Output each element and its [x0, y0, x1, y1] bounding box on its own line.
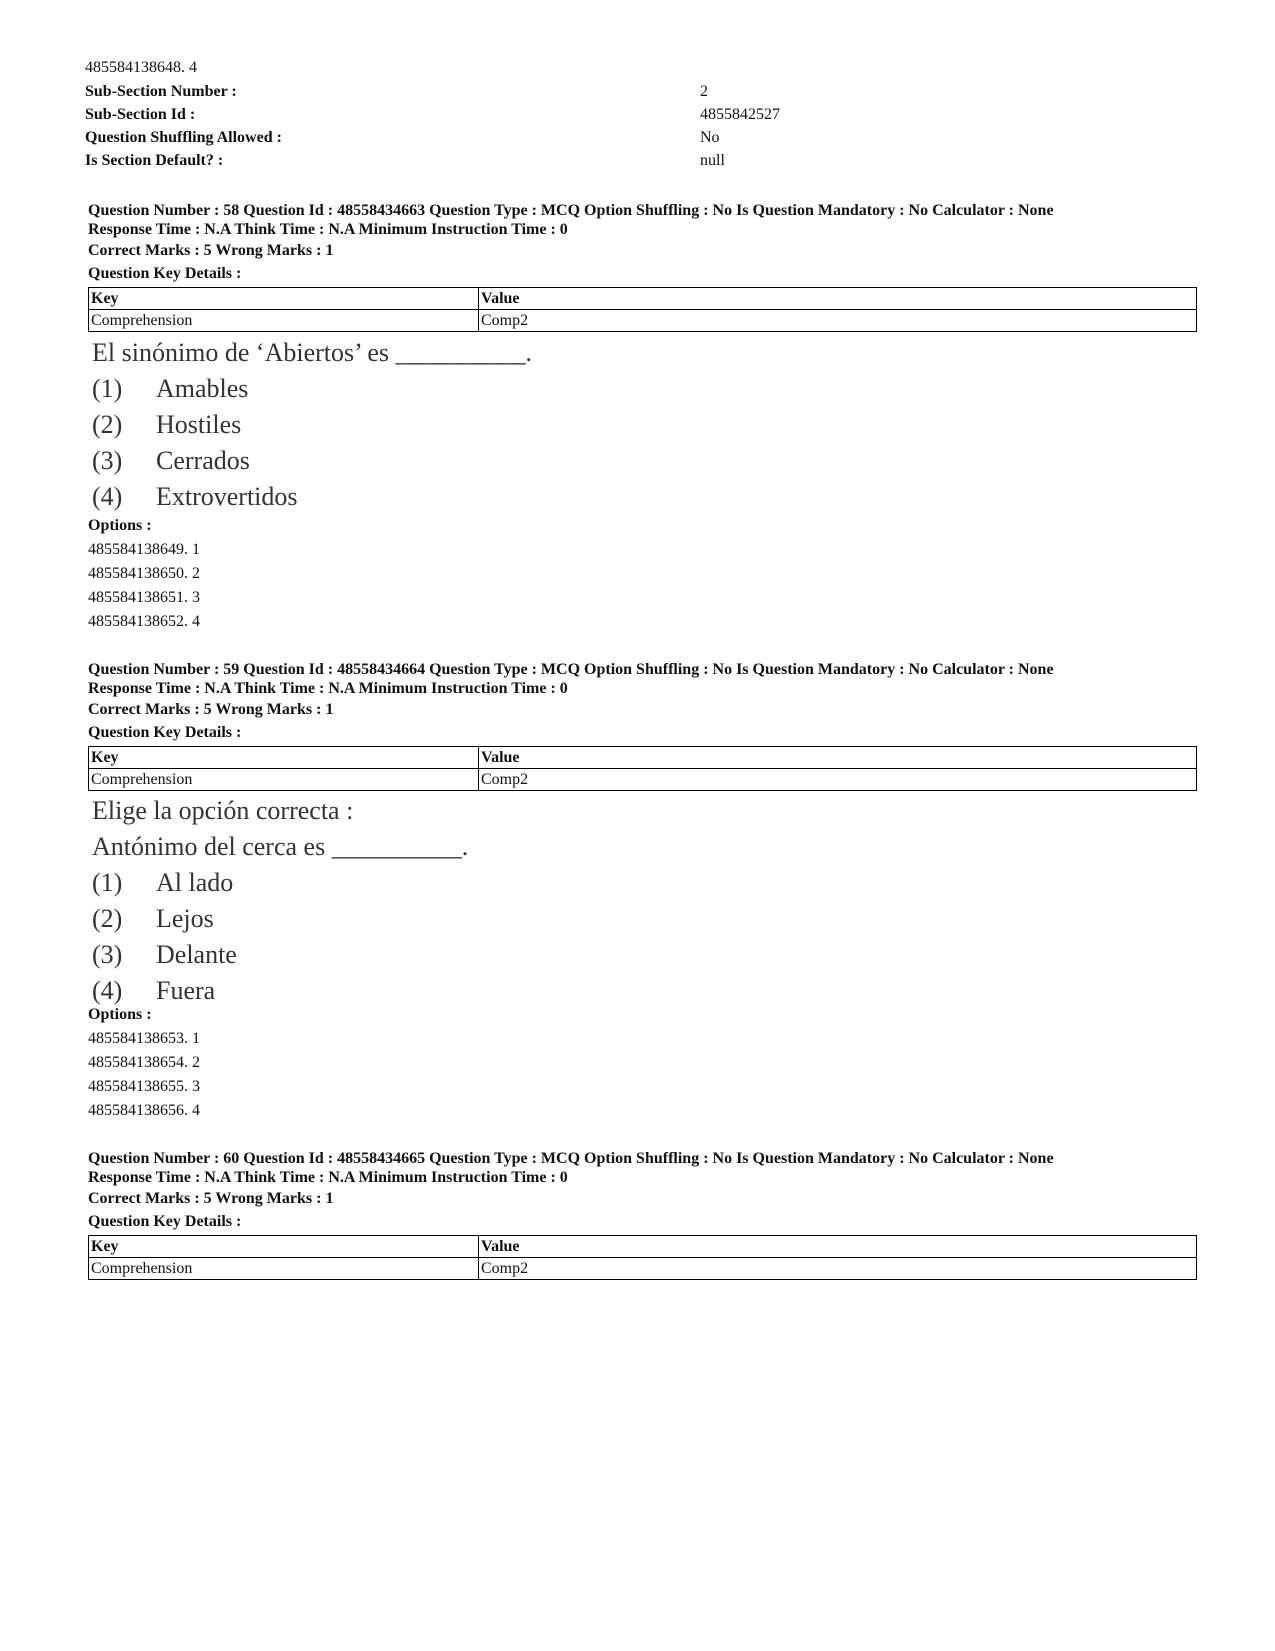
choice-text: Cerrados [156, 446, 250, 475]
key-details-table [88, 287, 1197, 332]
question-image [92, 335, 532, 515]
table-cell-key: Comprehension [89, 1258, 479, 1280]
key-details-label: Question Key Details : [88, 265, 242, 282]
section-row-label: Sub-Section Number : [85, 83, 237, 100]
table-header-row [89, 1236, 1197, 1258]
section-row-value: 2 [700, 83, 708, 100]
section-row-label: Question Shuffling Allowed : [85, 129, 282, 146]
options-label: Options : [88, 517, 152, 534]
question-meta-line: Question Number : 59 Question Id : 48558434664 Question Type : MCQ Option Shuffling : No Is Question Mandatory : No Calculator : None [88, 661, 1054, 678]
choice-text: Amables [156, 374, 249, 403]
section-row-label: Is Section Default? : [85, 152, 224, 169]
key-details-table [88, 1235, 1197, 1280]
question-marks: Correct Marks : 5 Wrong Marks : 1 [88, 1190, 334, 1207]
choice-item [92, 865, 468, 901]
table-row [89, 310, 1197, 332]
choice-item [92, 901, 468, 937]
choice-number: (2) [92, 904, 123, 933]
choice-text: Hostiles [156, 410, 242, 439]
choice-number: (3) [92, 940, 123, 969]
table-row [89, 769, 1197, 791]
section-row-label: Sub-Section Id : [85, 106, 196, 123]
question-meta-line: Question Number : 58 Question Id : 48558434663 Question Type : MCQ Option Shuffling : No Is Question Mandatory : No Calculator : None [88, 202, 1054, 219]
question-timing-line: Response Time : N.A Think Time : N.A Minimum Instruction Time : 0 [88, 221, 568, 238]
choice-number: (1) [92, 374, 123, 403]
option-item: 485584138651. 3 [88, 589, 200, 606]
option-item: 485584138655. 3 [88, 1078, 200, 1095]
choice-number: (3) [92, 446, 123, 475]
section-row-value: No [700, 129, 720, 146]
choice-item [92, 479, 532, 515]
option-item: 485584138653. 1 [88, 1030, 200, 1047]
question-header [88, 1149, 1228, 1187]
question-stem: Antónimo del cerca es __________. [92, 832, 469, 861]
table-header-row [89, 747, 1197, 769]
choice-text: Al lado [156, 868, 234, 897]
table-header-key: Key [89, 288, 479, 310]
section-row [85, 126, 1185, 150]
question-timing-line: Response Time : N.A Think Time : N.A Minimum Instruction Time : 0 [88, 680, 568, 697]
section-row [85, 149, 1185, 173]
choice-item [92, 407, 532, 443]
option-item: 485584138650. 2 [88, 565, 200, 582]
previous-option-line: 485584138648. 4 [85, 59, 197, 76]
options-list [88, 1003, 200, 1123]
table-header-key: Key [89, 747, 479, 769]
option-item: 485584138652. 4 [88, 613, 200, 630]
options-list [88, 514, 200, 634]
choice-text: Lejos [156, 904, 214, 933]
option-item: 485584138649. 1 [88, 541, 200, 558]
option-item: 485584138654. 2 [88, 1054, 200, 1071]
key-details-label: Question Key Details : [88, 1213, 242, 1230]
question-marks: Correct Marks : 5 Wrong Marks : 1 [88, 701, 334, 718]
table-cell-key: Comprehension [89, 769, 479, 791]
table-cell-value: Comp2 [479, 1258, 1197, 1280]
question-header [88, 660, 1228, 698]
table-header-key: Key [89, 1236, 479, 1258]
choice-item [92, 937, 468, 973]
section-row [85, 103, 1185, 127]
table-cell-value: Comp2 [479, 310, 1197, 332]
choice-number: (1) [92, 868, 123, 897]
option-item: 485584138656. 4 [88, 1102, 200, 1119]
question-marks: Correct Marks : 5 Wrong Marks : 1 [88, 242, 334, 259]
choice-text: Fuera [156, 976, 216, 1005]
question-header [88, 201, 1228, 239]
question-timing-line: Response Time : N.A Think Time : N.A Minimum Instruction Time : 0 [88, 1169, 568, 1186]
choice-text: Extrovertidos [156, 482, 298, 511]
table-cell-value: Comp2 [479, 769, 1197, 791]
table-header-row [89, 288, 1197, 310]
choice-number: (4) [92, 482, 123, 511]
table-row [89, 1258, 1197, 1280]
section-row-value: 4855842527 [700, 106, 780, 123]
question-meta-line: Question Number : 60 Question Id : 48558434665 Question Type : MCQ Option Shuffling : No Is Question Mandatory : No Calculator : None [88, 1150, 1054, 1167]
table-header-value: Value [479, 1236, 1197, 1258]
table-header-value: Value [479, 288, 1197, 310]
question-instruction: Elige la opción correcta : [92, 796, 354, 825]
choice-text: Delante [156, 940, 237, 969]
table-header-value: Value [479, 747, 1197, 769]
section-row-value: null [700, 152, 725, 169]
options-label: Options : [88, 1006, 152, 1023]
key-details-table [88, 746, 1197, 791]
choice-number: (4) [92, 976, 123, 1005]
key-details-label: Question Key Details : [88, 724, 242, 741]
section-row [85, 80, 1185, 104]
question-image [92, 793, 468, 1009]
choice-item [92, 443, 532, 479]
choice-number: (2) [92, 410, 123, 439]
choice-item [92, 371, 532, 407]
question-stem: El sinónimo de ‘Abiertos’ es __________. [92, 338, 533, 367]
table-cell-key: Comprehension [89, 310, 479, 332]
